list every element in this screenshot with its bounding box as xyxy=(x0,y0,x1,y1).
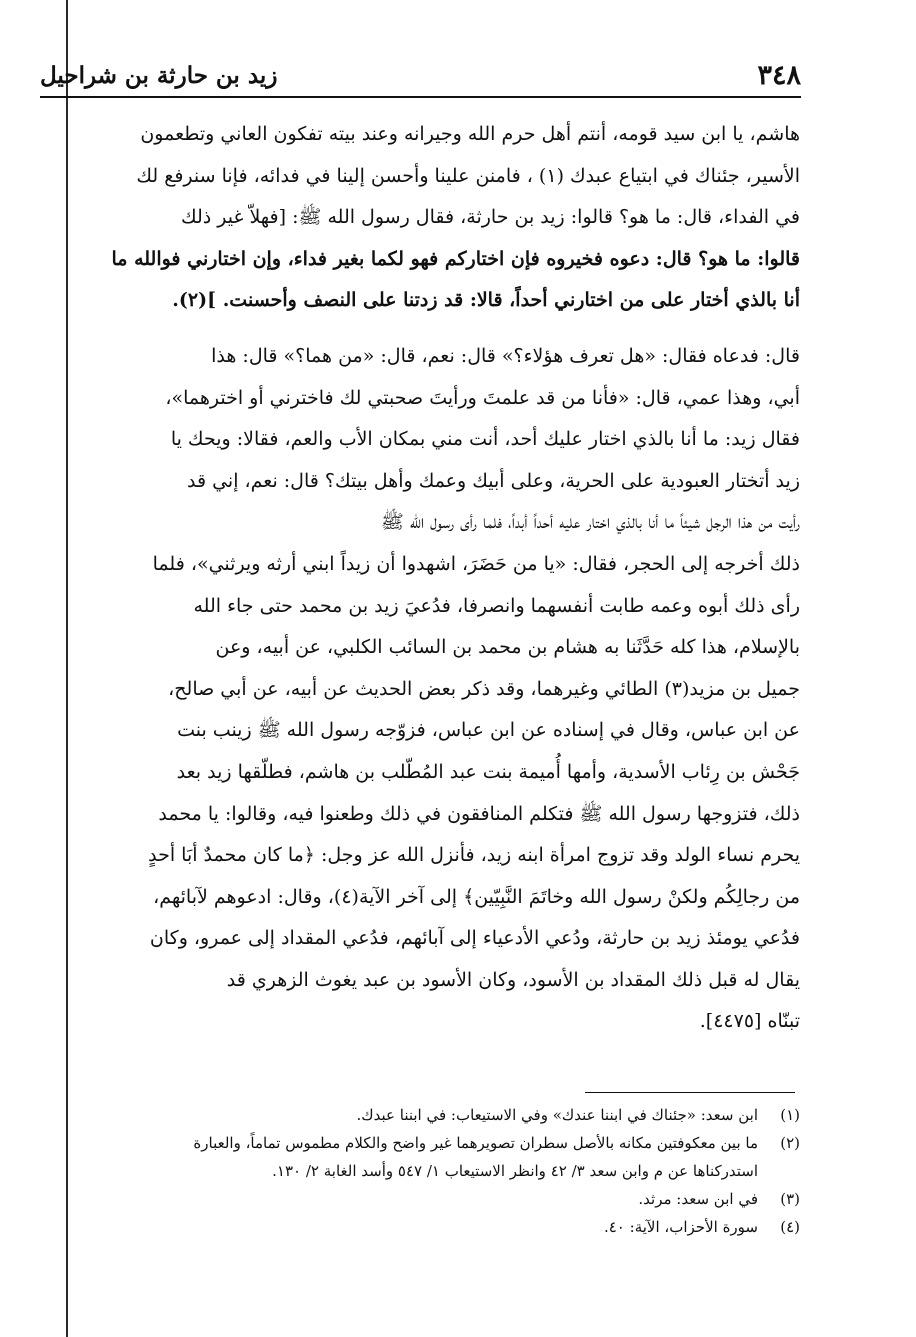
footnote-text: استدركناها عن م وابن سعد ٣/ ٤٢ وانظر الاستيعاب ١/ ٥٤٧ وأسد الغابة ٢/ ١٣٠. xyxy=(272,1162,758,1180)
footnotes xyxy=(42,1101,800,1241)
text-line-13: بالإسلام، هذا كله حَدَّثَنا به هشام بن محمد بن السائب الكلبي، عن أبيه، وعن xyxy=(215,636,800,659)
text-line-8: فقال زيد: ما أنا بالذي اختار عليك أحد، أنت مني بمكان الأب والعم، فقالا: ويحك يا xyxy=(170,428,800,451)
running-title: زيد بن حارثة بن شراحيل xyxy=(40,62,278,89)
footnote-number: (٢) xyxy=(780,1134,800,1152)
text-line-18: يحرم نساء الولد وقد تزوج امرأة ابنه زيد، فأنزل الله عز وجل: ﴿ما كان محمدٌ أبَا أحدٍ xyxy=(148,844,800,867)
text-line-16: جَحْش بن رِئاب الأسدية، وأمها أُميمة بنت عبد المُطّلب بن هاشم، فطلّقها زيد بعد xyxy=(176,760,800,783)
text-line-4: قالوا: ما هو؟ قال: دعوه فخيروه فإن اختاركم فهو لكما بغير فداء، وإن اختارني فوالله ما xyxy=(111,247,800,270)
footnote-text: ابن سعد: «جئناك في ابننا عندك» وفي الاستيعاب: في ابننا عبدك. xyxy=(356,1106,758,1124)
footnote-text: سورة الأحزاب، الآية: ٤٠. xyxy=(603,1218,758,1236)
paragraph-gap xyxy=(42,322,800,336)
footnote-number: (٣) xyxy=(780,1190,800,1208)
page-header xyxy=(40,56,801,98)
footnote-3 xyxy=(42,1185,800,1213)
text-line-1: هاشم، يا ابن سيد قومه، أنتم أهل حرم الله وجيرانه وعند بيته تفكون العاني وتطعمون xyxy=(140,123,800,145)
text-line-5: أنا بالذي أختار على من اختارني أحداً، قالا: قد زدتنا على النصف وأحسنت. ](٢). xyxy=(172,289,800,312)
footnote-text: ما بين معكوفتين مكانه بالأصل سطران تصويرهما غير واضح والكلام مطموس تماماً، والعبارة xyxy=(193,1134,758,1152)
footnote-4 xyxy=(42,1213,800,1241)
footnote-1 xyxy=(42,1101,800,1129)
page-number: ٣٤٨ xyxy=(757,60,801,91)
text-line-2: الأسير، جئناك في ابتياع عبدك (١) ، فامنن علينا وأحسن إلينا في فدائه، فإنا سنرفع لك xyxy=(136,164,800,187)
footnote-2 xyxy=(42,1129,800,1157)
text-line-17: ذلك، فتزوجها رسول الله ﷺ فتكلم المنافقون في ذلك وطعنوا فيه، وقالوا: يا محمد xyxy=(158,802,800,825)
text-line-6: قال: فدعاه فقال: «هل تعرف هؤلاء؟» قال: نعم، قال: «من هما؟» قال: هذا xyxy=(211,344,800,367)
footnote-separator xyxy=(585,1092,795,1093)
text-line-21: يقال له قبل ذلك المقداد بن الأسود، وكان الأسود بن عبد يغوث الزهري قد xyxy=(226,968,800,991)
text-line-3: في الفداء، قال: ما هو؟ قالوا: زيد بن حارثة، فقال رسول الله ﷺ: [فهلاّ غير ذلك xyxy=(180,206,800,229)
text-line-10: رأيت من هذا الرجل شيئاً ما أنا بالذي اختار عليه أحداً أبداً، فلما رأى رسول الله ﷺ xyxy=(380,511,800,534)
footnote-number: (١) xyxy=(780,1106,800,1124)
text-line-15: عن ابن عباس، وقال في إسناده عن ابن عباس، فزوّجه رسول الله ﷺ زينب بنت xyxy=(177,719,800,742)
text-line-19: من رجالِكُم ولكنْ رسول الله وخاتَمَ النَّبِيّين﴾ إلى آخر الآية(٤)، وقال: ادعوهم لآبائهم، xyxy=(153,885,800,908)
text-line-7: أبي، وهذا عمي، قال: «فأنا من قد علمتَ ورأيتَ صحبتي لك فاخترني أو اخترهما»، xyxy=(165,386,800,409)
text-line-14: جميل بن مزيد(٣) الطائي وغيرهما، وقد ذكر بعض الحديث عن أبيه، عن أبي صالح، xyxy=(168,677,800,700)
footnote-text: في ابن سعد: مرثد. xyxy=(638,1190,758,1208)
text-line-20: فدُعي يومئذ زيد بن حارثة، ودُعي الأدعياء إلى آبائهم، فدُعي المقداد إلى عمرو، وكان xyxy=(149,927,800,950)
footnote-number: (٤) xyxy=(780,1218,800,1236)
footnote-2-continued xyxy=(42,1157,800,1185)
text-line-9: زيد أتختار العبودية على الحرية، وعلى أبيك وعمك وأهل بيتك؟ قال: نعم، إني قد xyxy=(186,469,800,492)
text-line-12: رأى ذلك أبوه وعمه طابت أنفسهما وانصرفا، فدُعيَ زيد بن محمد حتى جاء الله xyxy=(193,594,800,617)
text-line-11: ذلك أخرجه إلى الحجر، فقال: «يا من حَضَرَ، اشهدوا أن زيداً ابني أرثه ويرثني»، فلما xyxy=(152,552,800,575)
text-line-22: تبنّاه [٤٤٧٥]. xyxy=(699,1010,800,1033)
main-text xyxy=(42,114,800,1043)
